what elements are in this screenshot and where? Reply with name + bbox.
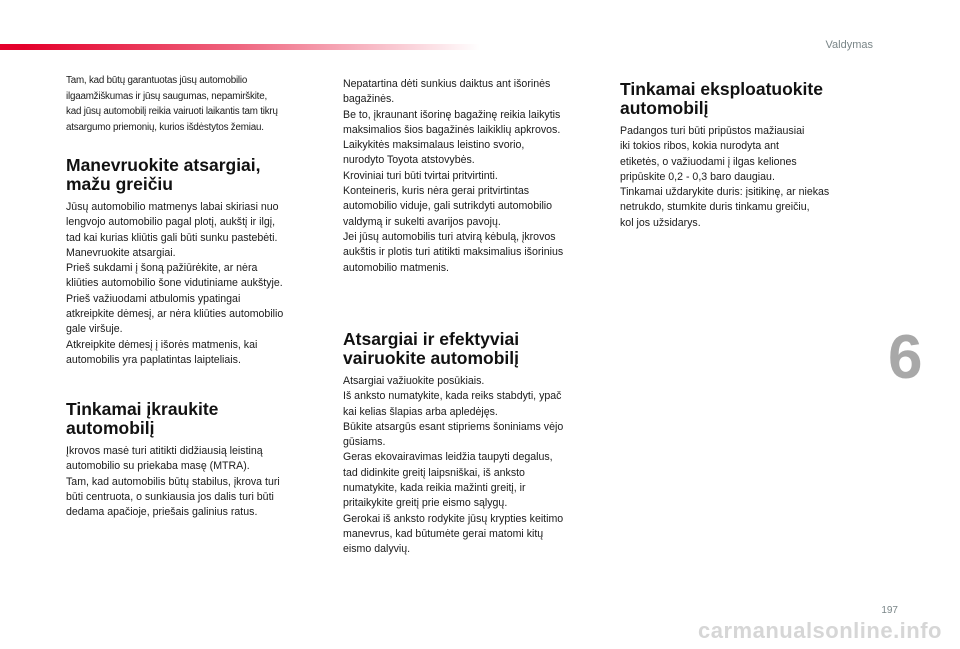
text-line: Jei jūsų automobilis turi atvirą kėbulą, įkrovos: [343, 230, 556, 243]
heading-line: vairuokite automobilį: [343, 348, 519, 368]
section-body: [620, 124, 880, 231]
heading-line: Atsargiai ir efektyviai: [343, 329, 520, 349]
text-line: Atkreipkite dėmesį į išorės matmenis, kai: [66, 338, 258, 351]
section-operation: [620, 80, 880, 231]
text-line: pritaikykite greitį prie eismo sąlygų.: [343, 497, 508, 510]
section-heading: [66, 400, 326, 438]
text-line: Atsargiai važiuokite posūkiais.: [343, 375, 485, 387]
text-line: Tinkamai uždarykite duris: įsitikinę, ar niekas: [620, 186, 830, 199]
text-line: aukštis ir plotis turi atitikti maksimalius išorinius: [343, 246, 564, 259]
text-line: Be to, įkraunant išorinę bagažinę reikia laikytis: [343, 108, 561, 121]
text-line: Manevruokite atsargiai.: [66, 246, 176, 259]
text-line: nurodyto Toyota atstovybės.: [343, 154, 475, 167]
text-line: iki tokios ribos, kokia nurodyta ant: [620, 140, 779, 153]
text-line: automobilio su priekaba masę (MTRA).: [66, 460, 250, 473]
heading-line: automobilį: [620, 98, 709, 118]
section-body: [66, 444, 326, 520]
text-line: Prieš važiuodami atbulomis ypatingai: [66, 292, 241, 305]
text-line: Padangos turi būti pripūstos mažiausiai: [620, 125, 805, 137]
section-driving: [343, 330, 603, 558]
text-line: Nepatartina dėti sunkius daiktus ant išorinės: [343, 78, 551, 90]
heading-line: Tinkamai įkraukite: [66, 399, 219, 419]
text-line: valdymą ir sukelti avarijos pavojų.: [343, 215, 501, 228]
text-line: netrukdo, stumkite duris tinkamu greičiu,: [620, 201, 810, 214]
text-line: bagažinės.: [343, 93, 395, 106]
text-line: Prieš sukdami į šoną pažiūrėkite, ar nėra: [66, 262, 258, 275]
text-line: Tam, kad būtų garantuotas jūsų automobilio: [66, 75, 248, 86]
text-line: gale viršuje.: [66, 323, 123, 336]
text-line: Įkrovos masė turi atitikti didžiausią leistiną: [66, 445, 263, 457]
text-line: gūsiams.: [343, 436, 386, 449]
text-line: numatykite, kada reikia mažinti greitį, ir: [343, 482, 526, 495]
text-line: kad jūsų automobilį reikia vairuoti laikantis tam tikrų: [66, 106, 278, 117]
text-line: etiketės, o važiuodami į ilgas keliones: [620, 155, 797, 168]
section-heading: [66, 156, 326, 194]
heading-line: mažu greičiu: [66, 174, 173, 194]
text-line: eismo dalyvių.: [343, 543, 411, 556]
text-line: Kroviniai turi būti tvirtai pritvirtinti.: [343, 169, 498, 182]
text-line: būti centruota, o sunkiausia jos dalis turi būti: [66, 490, 274, 503]
text-line: manevrus, kad būtumėte gerai matomi kitų: [343, 527, 544, 540]
section-title: Valdymas: [825, 39, 873, 51]
text-line: lengvojo automobilio pagal plotį, aukštį ir ilgį,: [66, 216, 276, 229]
intro-paragraph: [66, 73, 326, 135]
text-line: automobilio matmenis.: [343, 261, 449, 274]
text-line: ilgaamžiškumas ir jūsų saugumas, nepamirškite,: [66, 90, 267, 102]
section-loading: [66, 400, 326, 520]
text-line: kai kelias šlapias arba apledėjęs.: [343, 405, 498, 418]
text-line: Geras ekovairavimas leidžia taupyti degalus,: [343, 451, 553, 464]
page-number: 197: [881, 605, 898, 616]
section-heading: [343, 330, 603, 368]
section-body: [343, 374, 603, 558]
heading-line: Manevruokite atsargiai,: [66, 155, 261, 175]
text-line: kliūties automobilio šone vidutiniame aukštyje.: [66, 277, 283, 290]
text-line: tad kai kurias kliūtis gali būti sunku pastebėti.: [66, 231, 278, 244]
text-line: Būkite atsargūs esant stipriems šoniniams vėjo: [343, 420, 564, 433]
text-line: Iš anksto numatykite, kada reiks stabdyti, ypač: [343, 390, 562, 403]
text-line: tad didinkite greitį laipsniškai, iš anksto: [343, 466, 525, 479]
heading-line: automobilį: [66, 418, 155, 438]
text-line: atsargumo priemonių, kurios išdėstytos žemiau.: [66, 121, 264, 133]
heading-line: Tinkamai eksploatuokite: [620, 79, 823, 99]
text-line: Konteineris, kuris nėra gerai pritvirtintas: [343, 185, 530, 198]
watermark: carmanualsonline.info: [698, 618, 942, 643]
text-line: Laikykitės maksimalaus leistino svorio,: [343, 139, 525, 152]
text-line: pripūskite 0,2 - 0,3 baro daugiau.: [620, 170, 775, 183]
text-line: automobilis yra paplatintas laipteliais.: [66, 353, 241, 366]
chapter-number: 6: [888, 323, 923, 392]
text-line: Gerokai iš anksto rodykite jūsų krypties keitimo: [343, 512, 564, 525]
header-accent-bar: [0, 44, 480, 50]
text-line: dedama apačioje, priešais galinius ratus.: [66, 506, 258, 519]
section-body: [66, 200, 326, 368]
loading-continued: [343, 77, 603, 276]
text-line: kol jos užsidarys.: [620, 216, 701, 229]
text-line: automobilio viduje, gali sutrikdyti automobilio: [343, 200, 553, 213]
section-maneuver: [66, 156, 326, 368]
text-line: maksimalios šios bagažinės laikiklių apkrovos.: [343, 123, 561, 136]
text-line: atkreipkite dėmesį, ar nėra kliūties automobilio: [66, 308, 284, 321]
section-heading: [620, 80, 880, 118]
text-line: Jūsų automobilio matmenys labai skiriasi nuo: [66, 201, 279, 213]
text-line: Tam, kad automobilis būtų stabilus, įkrova turi: [66, 475, 280, 488]
